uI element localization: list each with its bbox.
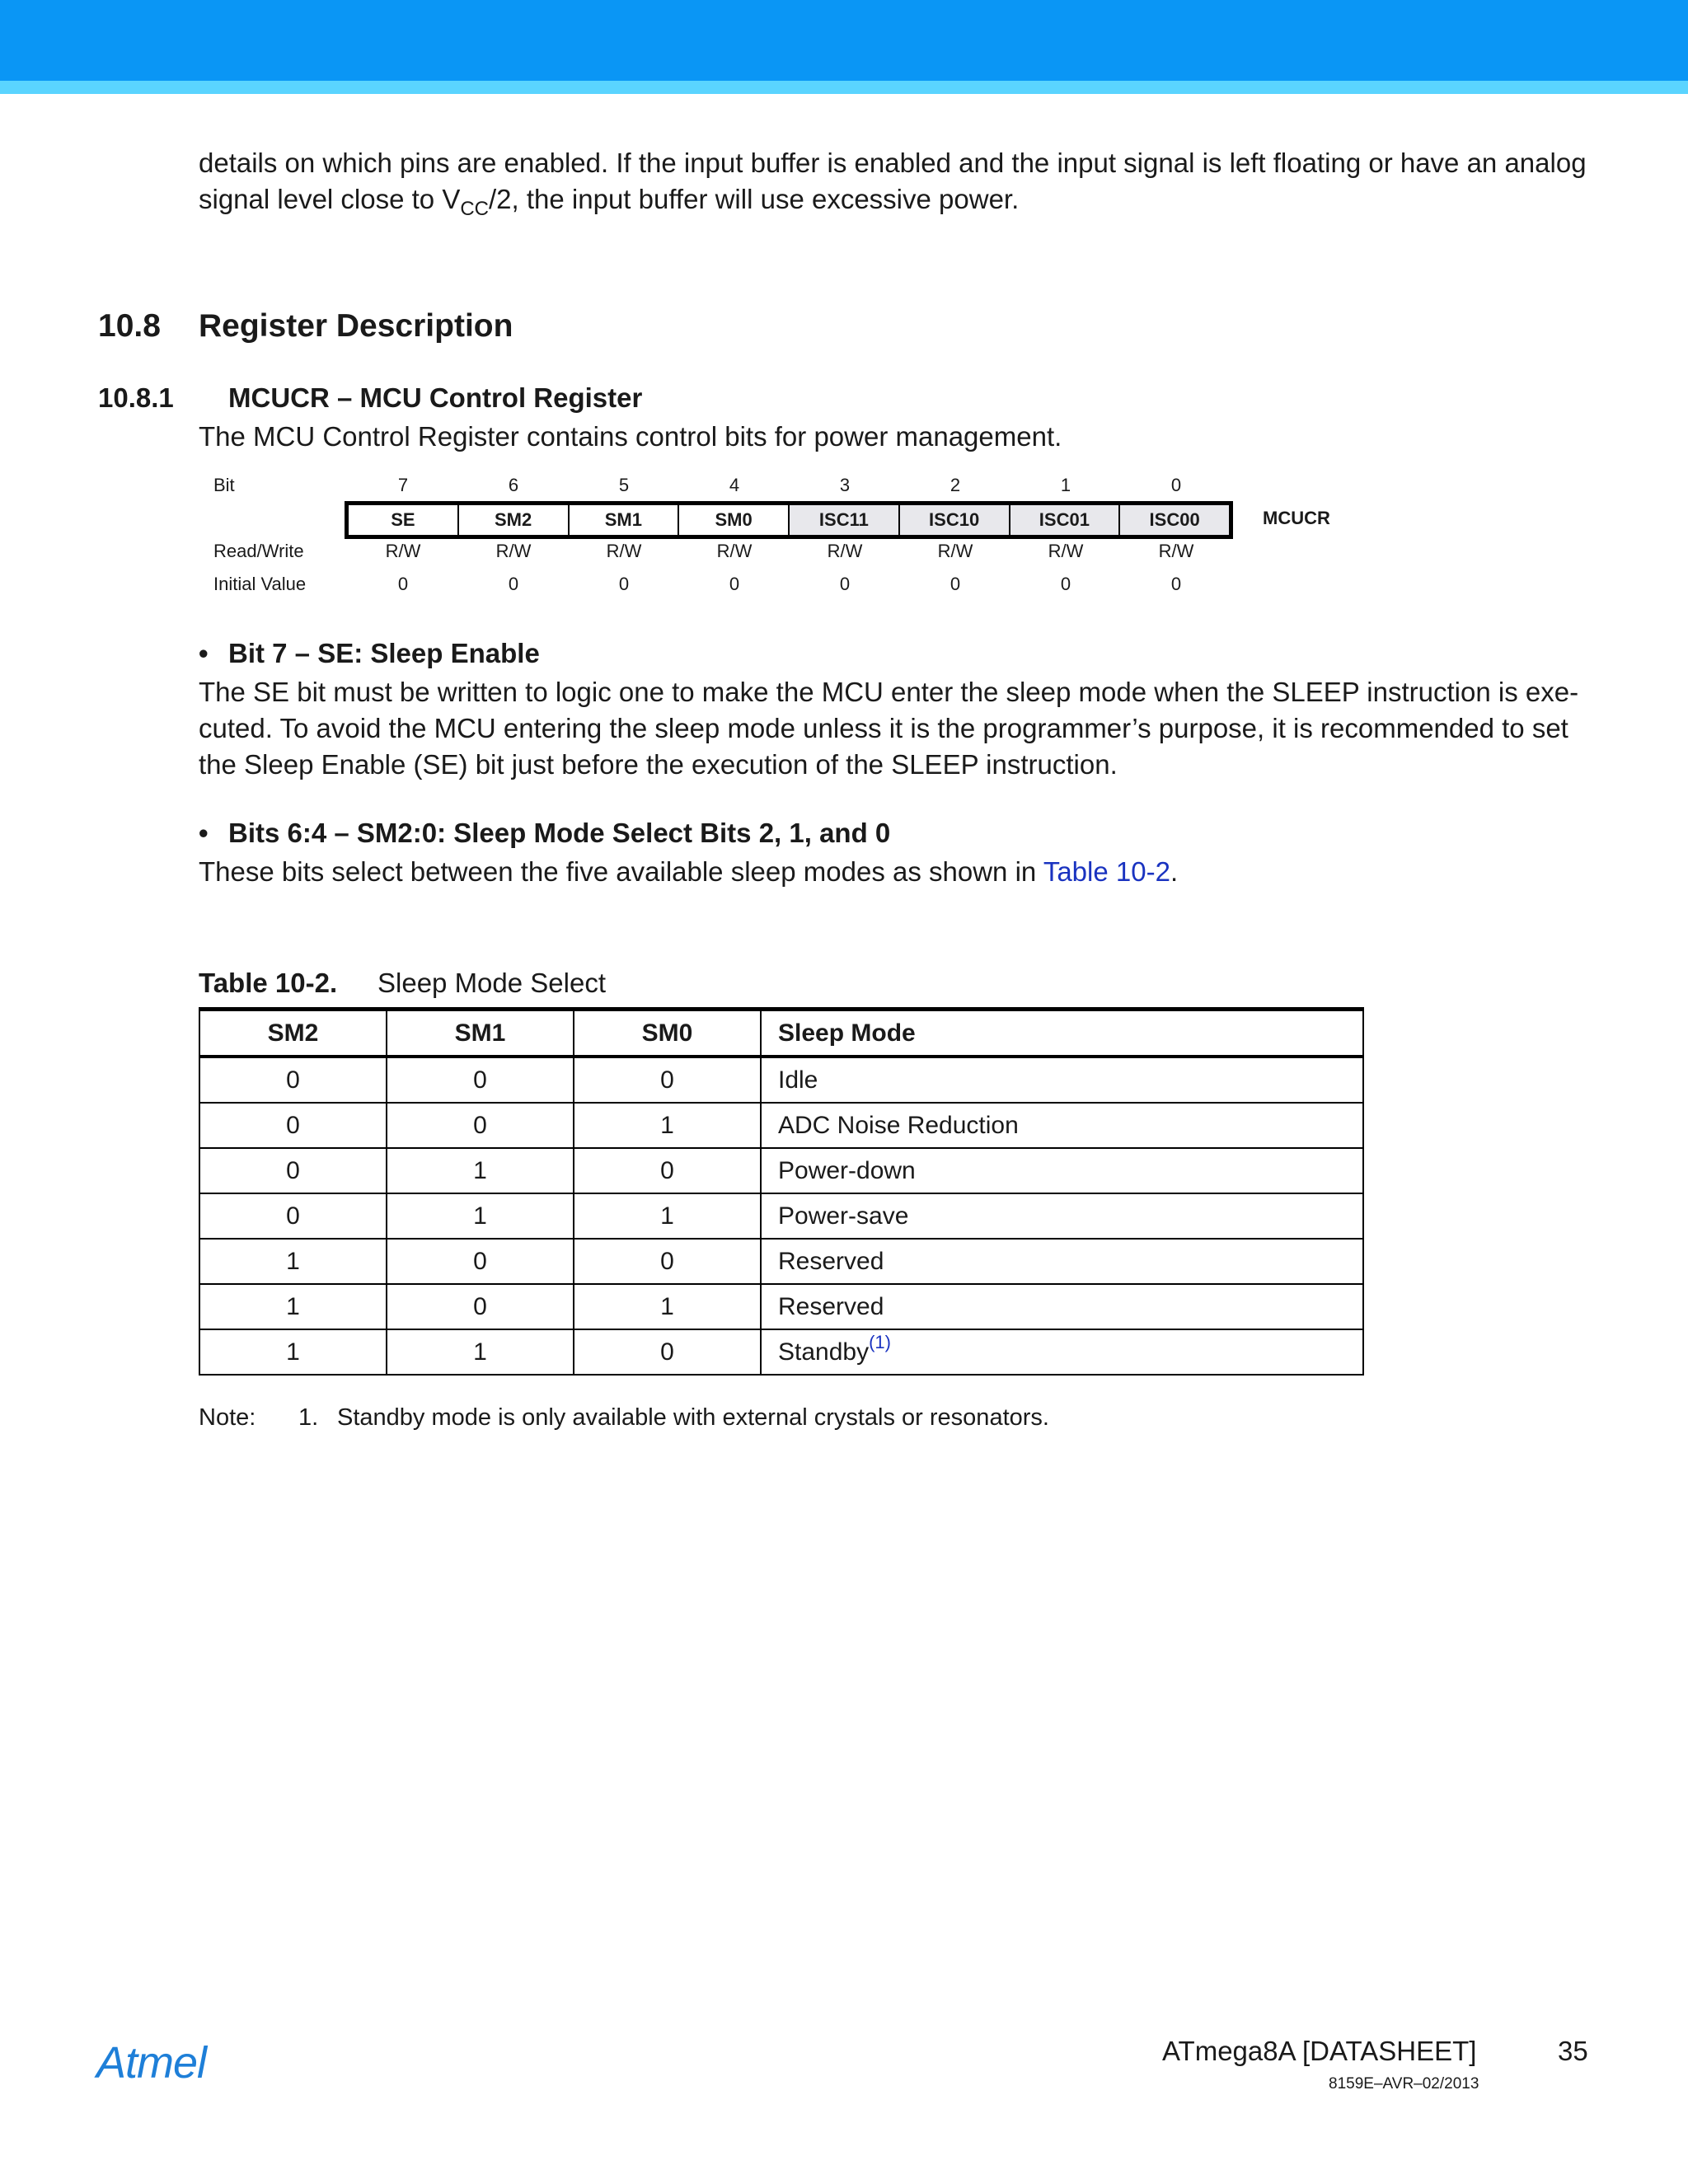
initial-value: 0	[839, 574, 851, 594]
bit-number: 3	[839, 475, 851, 495]
initial-value: 0	[729, 574, 740, 594]
access-value: R/W	[606, 541, 642, 561]
intro-line-2	[199, 181, 1583, 218]
section-number: 10.8	[98, 308, 161, 344]
intro-line-2-rest: /2, the input buffer will use excessive power.	[489, 184, 1020, 214]
footer-page-number: 35	[1558, 2036, 1588, 2066]
bit-number: 0	[1170, 475, 1182, 495]
bit-field: SE	[349, 505, 457, 535]
table-cell: 1	[387, 1148, 574, 1193]
table-cell: 1	[199, 1329, 387, 1375]
table-cell: 0	[199, 1103, 387, 1148]
table-row	[199, 1103, 1363, 1148]
atmel-logo: Atmel	[96, 2038, 207, 2088]
bit-field: ISC00	[1118, 505, 1229, 535]
note-label: Note:	[199, 1404, 256, 1431]
bit-label: Bit	[213, 475, 235, 495]
table-cell: 0	[574, 1329, 761, 1375]
initial-value: 0	[397, 574, 409, 594]
bit-number: 5	[618, 475, 630, 495]
table-cell: 0	[574, 1057, 761, 1103]
bit7-paragraph	[199, 674, 1583, 783]
table-cell	[761, 1329, 1363, 1375]
bit-number: 7	[397, 475, 409, 495]
subsection-number: 10.8.1	[98, 382, 174, 413]
intro-line-1: details on which pins are enabled. If the input buffer is enabled and the input signal is left floating or have an analog	[199, 148, 1587, 178]
bit-number: 2	[950, 475, 961, 495]
table-row	[199, 1148, 1363, 1193]
intro-paragraph	[199, 145, 1587, 220]
bits64-paragraph	[199, 854, 1583, 890]
sleep-mode-table	[199, 1007, 1364, 1376]
table-cell: 1	[199, 1239, 387, 1284]
bullet-dot: •	[199, 638, 209, 668]
standby-label: Standby	[778, 1338, 870, 1366]
bit-number: 4	[729, 475, 740, 495]
table-cell: 1	[574, 1103, 761, 1148]
table-cell: 0	[199, 1057, 387, 1103]
bit7-line-1: The SE bit must be written to logic one to make the MCU enter the sleep mode when the SLEEP instruction is exe-	[199, 677, 1579, 707]
table-row	[199, 1239, 1363, 1284]
table-cell: Power-down	[761, 1148, 1363, 1193]
table-cell: 0	[574, 1239, 761, 1284]
table-cell: 1	[574, 1193, 761, 1239]
footer-doc-title: ATmega8A [DATASHEET]	[1162, 2036, 1477, 2066]
table-cell: 1	[574, 1284, 761, 1329]
bit-field: SM1	[568, 505, 678, 535]
initial-value: 0	[1170, 574, 1182, 594]
initial-value: 0	[1060, 574, 1071, 594]
register-bit-fields	[345, 501, 1233, 539]
table-row	[199, 1193, 1363, 1239]
table-cell: ADC Noise Reduction	[761, 1103, 1363, 1148]
table-cell: Reserved	[761, 1239, 1363, 1284]
table-caption	[199, 968, 337, 999]
vcc-subscript: CC	[460, 198, 490, 220]
bit-field: ISC10	[898, 505, 1009, 535]
bits64-heading: Bits 6:4 – SM2:0: Sleep Mode Select Bits 2, 1, and 0	[228, 818, 891, 848]
bits64-text-end: .	[1170, 856, 1179, 887]
table-caption-title: Sleep Mode Select	[377, 968, 607, 998]
bit7-line-3: the Sleep Enable (SE) bit just before the execution of the SLEEP instruction.	[199, 749, 1118, 780]
register-name: MCUCR	[1263, 508, 1330, 528]
footer-doc-id: 8159E–AVR–02/2013	[1329, 2075, 1479, 2093]
bit7-heading: Bit 7 – SE: Sleep Enable	[228, 638, 540, 668]
table-header-row	[199, 1010, 1363, 1057]
table-cell: Power-save	[761, 1193, 1363, 1239]
subsection-title: MCUCR – MCU Control Register	[228, 382, 643, 413]
table-cell: Reserved	[761, 1284, 1363, 1329]
bit7-line-2: cuted. To avoid the MCU entering the sleep mode unless it is the programmer’s purpose, it is recommended to set	[199, 713, 1568, 743]
access-value: R/W	[385, 541, 421, 561]
bit-number: 6	[508, 475, 519, 495]
read-write-label: Read/Write	[213, 541, 304, 561]
table-cell: 0	[199, 1148, 387, 1193]
table-header: SM1	[387, 1010, 574, 1057]
table-cell: 0	[387, 1057, 574, 1103]
access-value: R/W	[937, 541, 973, 561]
table-cell: 0	[199, 1193, 387, 1239]
table-row	[199, 1057, 1363, 1103]
bit-field: ISC11	[788, 505, 898, 535]
bit-field: SM0	[678, 505, 788, 535]
table-cell: 1	[199, 1284, 387, 1329]
header-stripe	[0, 81, 1688, 94]
access-value: R/W	[495, 541, 532, 561]
initial-value-label: Initial Value	[213, 574, 307, 594]
table-header: Sleep Mode	[761, 1010, 1363, 1057]
bit-number: 1	[1060, 475, 1071, 495]
access-value: R/W	[1048, 541, 1084, 561]
bullet-dot: •	[199, 818, 209, 848]
table-caption-label: Table 10-2.	[199, 968, 338, 998]
table-cell: Idle	[761, 1057, 1363, 1103]
table-row	[199, 1284, 1363, 1329]
initial-value: 0	[508, 574, 519, 594]
table-cell: 1	[387, 1329, 574, 1375]
table-link[interactable]: Table 10-2	[1043, 856, 1170, 887]
bit-field: SM2	[457, 505, 568, 535]
note-text: Standby mode is only available with external crystals or resonators.	[337, 1404, 1049, 1431]
table-header: SM2	[199, 1010, 387, 1057]
initial-value: 0	[950, 574, 961, 594]
table-row	[199, 1329, 1363, 1375]
access-value: R/W	[827, 541, 863, 561]
table-cell: 0	[387, 1284, 574, 1329]
table-cell: 0	[574, 1148, 761, 1193]
access-value: R/W	[1158, 541, 1194, 561]
note-number: 1.	[298, 1404, 319, 1431]
subsection-description: The MCU Control Register contains control bits for power management.	[199, 421, 1062, 452]
header-bar	[0, 0, 1688, 81]
footnote-ref-link[interactable]: (1)	[869, 1331, 891, 1352]
table-header: SM0	[574, 1010, 761, 1057]
table-cell: 0	[387, 1103, 574, 1148]
bit-field: ISC01	[1009, 505, 1119, 535]
initial-value: 0	[618, 574, 630, 594]
table-cell: 0	[387, 1239, 574, 1284]
section-title: Register Description	[199, 308, 513, 344]
access-value: R/W	[716, 541, 753, 561]
table-cell: 1	[387, 1193, 574, 1239]
intro-line-2-text: signal level close to V	[199, 184, 461, 214]
bits64-text: These bits select between the five available sleep modes as shown in	[199, 856, 1043, 887]
